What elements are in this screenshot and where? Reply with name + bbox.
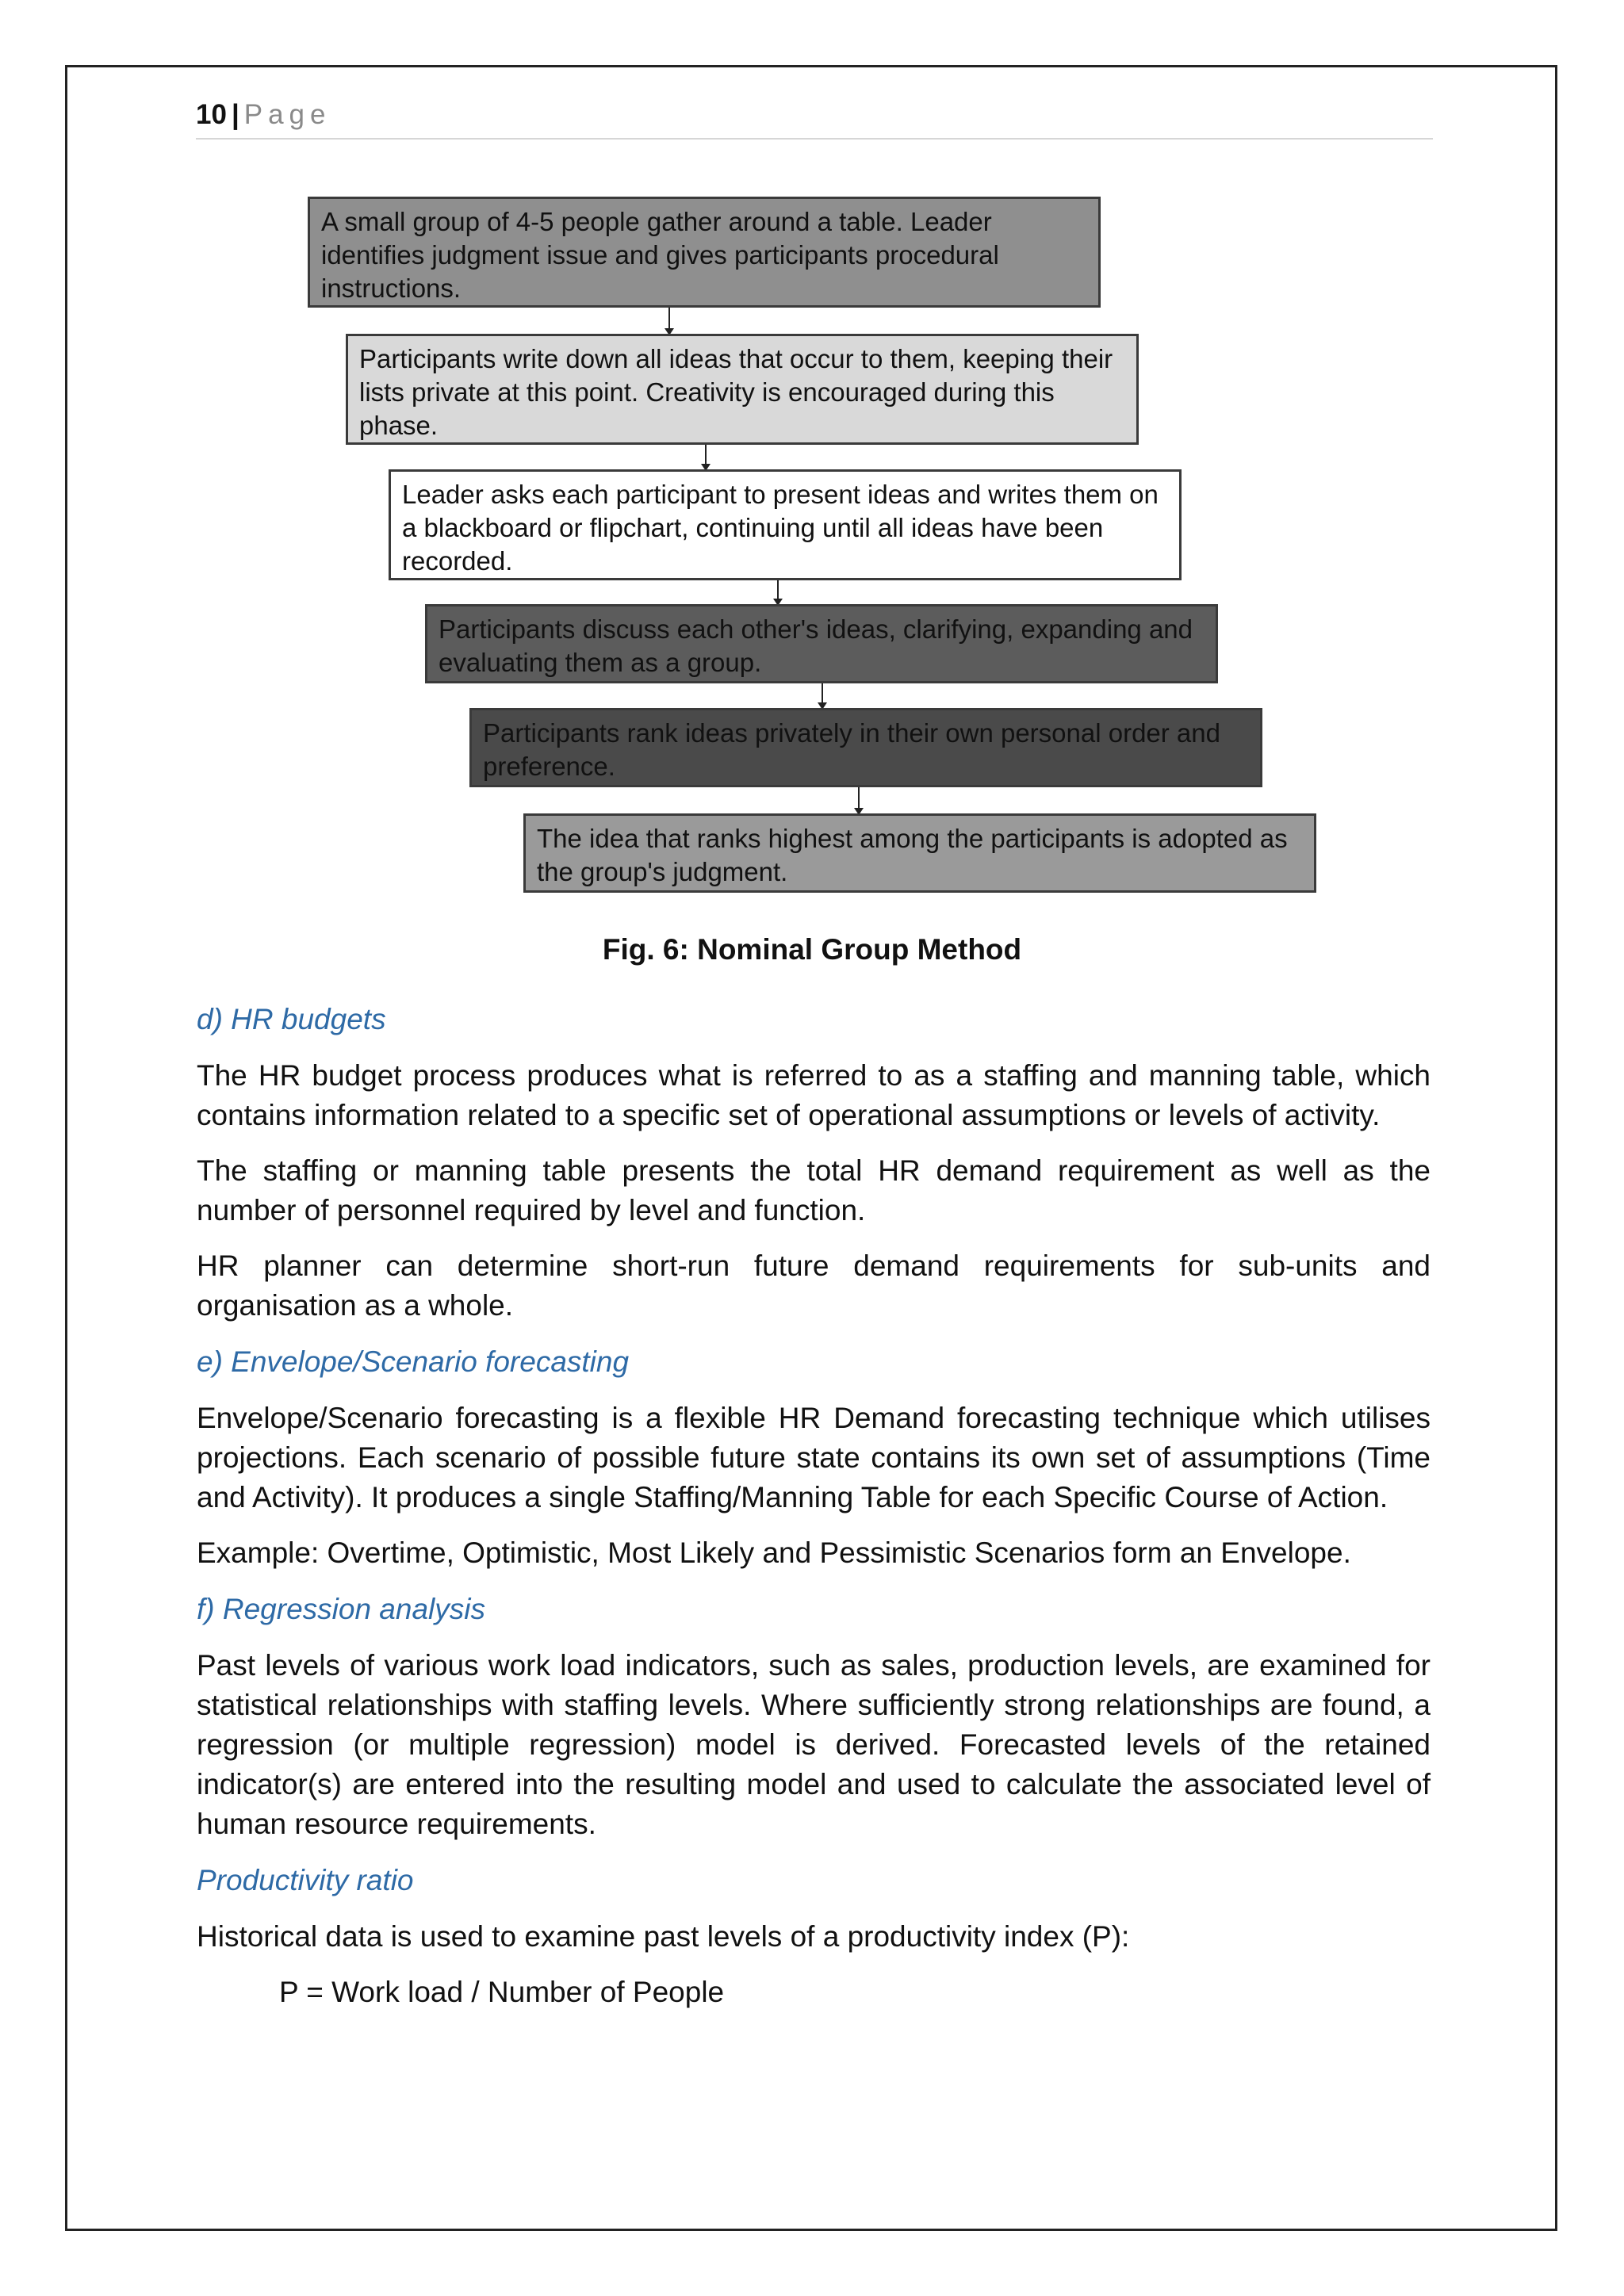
flow-arrow-3 <box>777 580 779 604</box>
section-heading-productivity-ratio: Productivity ratio <box>197 1864 414 1896</box>
productivity-formula: P = Work load / Number of People <box>279 1976 725 2008</box>
flow-step-2: Participants write down all ideas that occur to them, keeping their lists private at this point. Creativity is encouraged during this phase. <box>346 334 1139 445</box>
page-separator: | <box>231 99 239 130</box>
flow-step-3: Leader asks each participant to present ideas and writes them on a blackboard or flipchart, continuing until all ideas have been recorded. <box>389 469 1182 580</box>
page-word: Page <box>243 99 331 130</box>
flow-arrow-2 <box>705 445 707 469</box>
paragraph: Past levels of various work load indicators, such as sales, production levels, are examined for statistical relationships with staffing levels. Where sufficiently strong relationships are found, a regression (or multiple regression) model is derived. Forecasted levels of the retained indicator(s) are entered into the resulting model and used to calculate the associated level of human resource requirements. <box>197 1649 1431 1840</box>
section-heading-envelope-forecasting: e) Envelope/Scenario forecasting <box>197 1345 630 1378</box>
paragraph: Example: Overtime, Optimistic, Most Likely and Pessimistic Scenarios form an Envelope. <box>197 1536 1351 1569</box>
figure-caption: Fig. 6: Nominal Group Method <box>602 933 1022 966</box>
paragraph: HR planner can determine short-run future demand requirements for sub-units and organisation as a whole. <box>197 1249 1431 1322</box>
section-heading-hr-budgets: d) HR budgets <box>197 1003 386 1035</box>
flow-step-5: Participants rank ideas privately in their own personal order and preference. <box>469 708 1262 787</box>
flow-step-6: The idea that ranks highest among the participants is adopted as the group's judgment. <box>523 813 1316 893</box>
flow-arrow-4 <box>822 683 823 708</box>
page-content <box>197 999 1431 2012</box>
paragraph: Historical data is used to examine past levels of a productivity index (P): <box>197 1920 1130 1953</box>
flow-arrow-1 <box>668 308 670 334</box>
paragraph: The HR budget process produces what is referred to as a staffing and manning table, which contains information related to a specific set of operational assumptions or levels of activity. <box>197 1059 1431 1131</box>
section-heading-regression-analysis: f) Regression analysis <box>197 1593 485 1625</box>
flow-step-4: Participants discuss each other's ideas, clarifying, expanding and evaluating them as a group. <box>425 604 1218 683</box>
flow-step-1: A small group of 4-5 people gather around a table. Leader identifies judgment issue and gives participants procedural instructions. <box>308 197 1101 308</box>
page-number: 10 <box>196 99 227 130</box>
paragraph: Envelope/Scenario forecasting is a flexible HR Demand forecasting technique which utilises projections. Each scenario of possible future state contains its own set of assumptions (Time and Activity). It produces a single Staffing/Manning Table for each Specific Course of Action. <box>197 1402 1431 1513</box>
page-header <box>196 95 1433 140</box>
paragraph: The staffing or manning table presents the total HR demand requirement as well as the number of personnel required by level and function. <box>197 1154 1431 1226</box>
flow-arrow-5 <box>858 787 860 813</box>
